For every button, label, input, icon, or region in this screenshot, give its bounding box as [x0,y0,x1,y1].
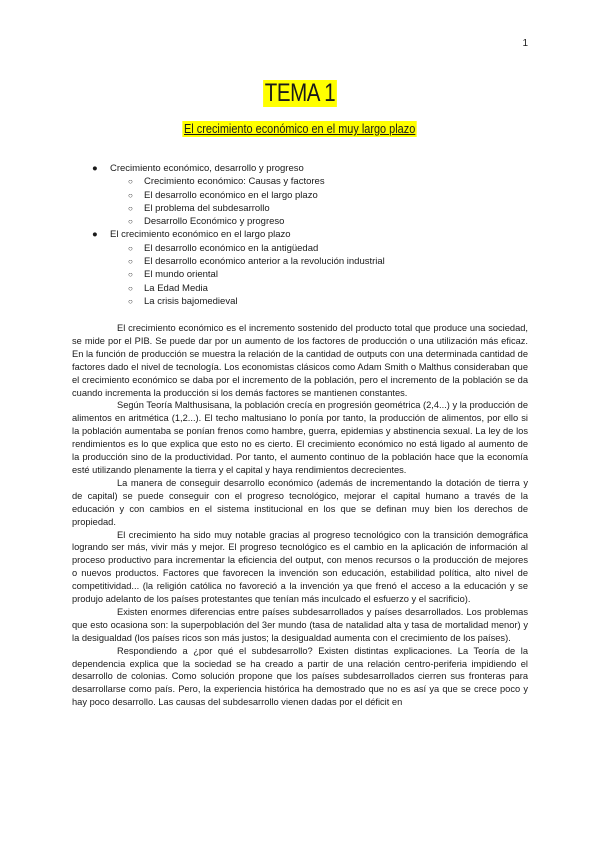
outline-subitem [92,175,532,188]
outline-subitem [92,282,532,295]
outline-subitem-label: Desarrollo Económico y progreso [144,216,285,228]
outline-subitem [92,189,532,202]
page-title: TEMA 1 [264,79,336,107]
outline-subitem-label: La crisis bajomedieval [144,295,238,307]
outline-subitem [92,202,532,215]
circle-bullet-icon: ○ [128,283,133,293]
page-subtitle: El crecimiento económico en el muy largo plazo [184,121,416,136]
circle-bullet-icon: ○ [128,243,133,253]
title-container [0,80,600,107]
paragraph: El crecimiento económico es el incremento sostenido del producto total que produce una sociedad, se mide por el PIB. Se puede dar por un aumento de los factores de producción o una utilización más eficaz. En la función de producción se muestra la relación de la cantidad de outputs con una determinada cantidad de factores dado el nivel de tecnología. Los economistas clásicos como Adam Smith o Malthus consideraban que el crecimiento económico se daba por el incremento de la población, pero el incremento de la población se da cuando incrementa la producción si los demás factores se mantienen constantes. [72,323,528,398]
paragraph: El crecimiento ha sido muy notable gracias al progreso tecnológico con la transición demográfica logrando ser más, vivir más y mejor. El progreso tecnológico es el cambio en la aplicación de información al proceso productivo para incrementar la eficiencia del output, con menos recursos o la producción de mejores o nuevos productos. Factores que favorecen la invención son educación, estabilidad política, alto nivel de competitividad... (la religión católica no favoreció a la invención ya que frenó el acceso a la educación y se produjo adelanto de los países protestantes que tenían más inculcado el esfuerzo y el sacrificio). [72,529,528,605]
outline-subitem [92,242,532,255]
outline-item-label: El crecimiento económico en el largo plazo [110,229,291,241]
outline-subitem [92,295,532,308]
circle-bullet-icon: ○ [128,203,133,213]
outline-subitem-label: El desarrollo económico en la antigüedad [144,242,319,254]
outline-subitem-label: El desarrollo económico anterior a la revolución industrial [144,256,385,268]
circle-bullet-icon: ○ [128,257,133,267]
circle-bullet-icon: ○ [128,270,133,280]
outline-subitem-label: La Edad Media [144,282,208,294]
circle-bullet-icon: ○ [128,177,133,187]
topic-outline [92,162,532,308]
outline-subitem-label: El mundo oriental [144,269,218,281]
bullet-icon: ● [92,163,98,174]
paragraph: Respondiendo a ¿por qué el subdesarrollo? Existen distintas explicaciones. La Teoría de la dependencia explica que la sociedad se ha creado a partir de una relación centro-periferia impidiendo el desarrollo de colonias. Como solución propone que los países subdesarrollados cierren sus fronteras para desarrollarse como país. Pero, la experiencia histórica ha demostrado que no es así ya que se crece poco y hay poco desarrollo. Las causas del subdesarrollo vienen dadas por el déficit en [72,645,528,708]
outline-subitem [92,255,532,268]
outline-subitem [92,215,532,228]
outline-subitem [92,268,532,281]
outline-subitem-label: El desarrollo económico en el largo plazo [144,189,318,201]
circle-bullet-icon: ○ [128,296,133,306]
outline-item [92,162,532,175]
outline-item-label: Crecimiento económico, desarrollo y progreso [110,163,304,174]
bullet-icon: ● [92,229,98,241]
paragraph: Según Teoría Malthusisana, la población crecía en progresión geométrica (2,4...) y la producción de alimentos en aritmética (1,2...). El techo maltusiano lo ponía por tanto, la producción de alimentos, por ello si la población aumentaba se ponían frenos como hambre, guerra, epidemias y abstinencia sexual. La ley de los rendimientos es lo que explica que esto no es cierto. El crecimiento económico no está ligado al aumento de la producción sino de la productividad. Por tanto, el aumento continuo de la población hace que la economía esté utilizando plenamente la tierra y el capital y haya rendimientos decrecientes. [72,400,528,475]
body-text [72,322,528,709]
subtitle-container [0,120,600,138]
circle-bullet-icon: ○ [128,190,133,200]
outline-item [92,228,532,241]
outline-subitem-label: Crecimiento económico: Causas y factores [144,176,325,188]
circle-bullet-icon: ○ [128,217,133,227]
page-number: 1 [522,38,528,49]
paragraph: La manera de conseguir desarrollo económico (además de incrementando la dotación de tierra y de capital) se puede conseguir con el progreso tecnológico, mejorar el capital humano a través de la educación y con cambios en el sistema institucional en los que se definan muy bien los derechos de propiedad. [72,477,528,527]
outline-subitem-label: El problema del subdesarrollo [144,202,270,214]
paragraph: Existen enormes diferencias entre países subdesarrollados y países desarrollados. Los problemas que esto ocasiona son: la superpoblación del 3er mundo (tasa de natalidad alta y tasa de mortalidad menor) y la desigualdad (los países ricos son más justos; la desigualdad aumenta con el crecimiento de los países). [72,606,528,643]
